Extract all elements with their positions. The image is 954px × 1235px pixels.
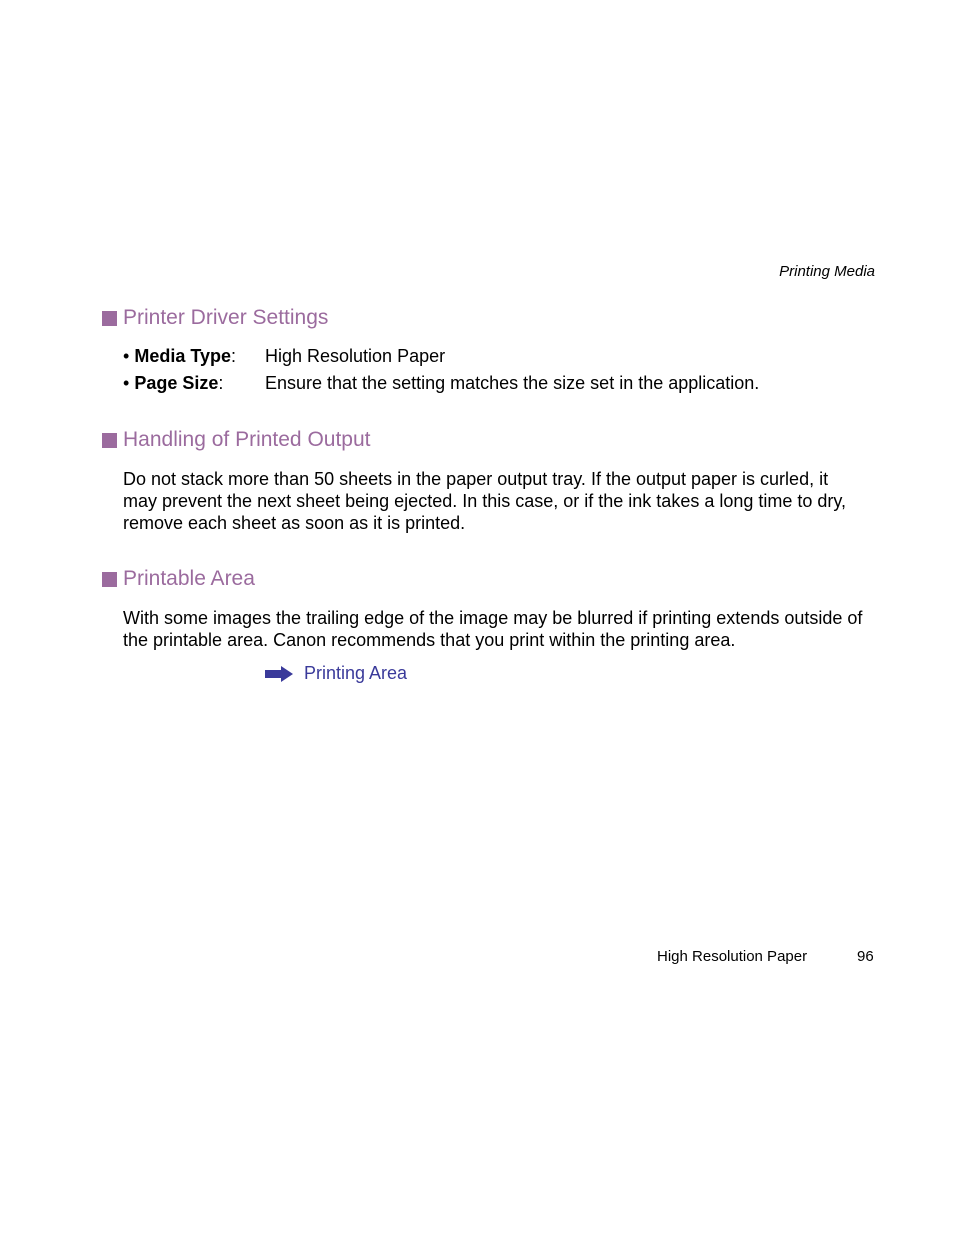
arrow-right-icon [265,666,293,682]
term-separator: : [218,373,224,393]
bullet-mark: • [123,346,130,366]
footer-chapter-title: High Resolution Paper [657,948,808,965]
handling-paragraph: Do not stack more than 50 sheets in the paper output tray. If the output paper is curled, it may prevent the next sheet being ejected. In this case, or if the ink takes a long time to dry, remove each sheet as soon as it is printed. [123,469,847,533]
term-label: Page Size [134,373,219,393]
term-separator: : [231,346,237,366]
square-bullet-icon [102,433,117,448]
section-heading-text: Printable Area [123,567,255,590]
square-bullet-icon [102,311,117,326]
bullet-term [123,346,265,367]
bullet-term [123,373,265,394]
running-header: Printing Media [779,263,875,280]
link-label[interactable]: Printing Area [304,663,408,683]
square-bullet-icon [102,572,117,587]
term-label: Media Type [134,346,232,366]
bullet-value: High Resolution Paper [265,346,446,366]
printable-area-paragraph: With some images the trailing edge of the image may be blurred if printing extends outside of the printable area. Canon recommends that you print within the printing area. [123,608,863,650]
section-heading-text: Handling of Printed Output [123,428,371,451]
bullet-media-type [123,346,445,367]
bullet-value: Ensure that the setting matches the size set in the application. [265,373,760,393]
section-heading-printable-area [102,567,255,591]
section-heading-handling-output [102,428,371,452]
section-heading-text: Printer Driver Settings [123,306,329,329]
printing-area-link[interactable] [265,663,407,684]
section-heading-printer-driver-settings [102,306,328,330]
page-number: 96 [857,948,874,965]
bullet-page-size [123,373,759,394]
bullet-mark: • [123,373,130,393]
